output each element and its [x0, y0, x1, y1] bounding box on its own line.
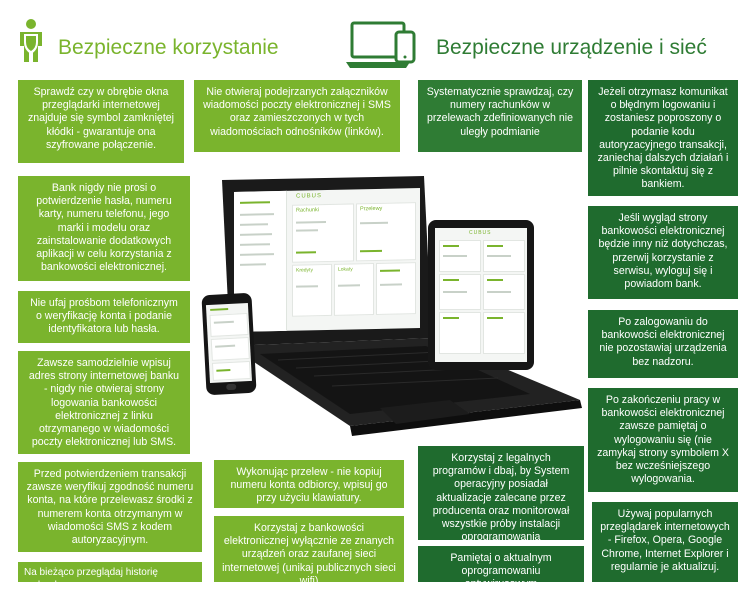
tablet-card-4	[483, 274, 525, 310]
left-section-title: Bezpieczne korzystanie	[58, 36, 279, 59]
tip-phone-requests	[18, 291, 190, 343]
laptop-card-deposits-title: Lokaty	[338, 266, 353, 273]
tip-bank-never-asks	[18, 176, 190, 281]
tablet-card-2	[483, 240, 525, 272]
phone-illustration	[201, 293, 256, 395]
tip-logout	[588, 388, 738, 492]
tablet-card-5	[439, 312, 481, 354]
phone-home-button	[226, 384, 236, 391]
phone-screen	[206, 303, 252, 383]
laptop-screen	[234, 188, 420, 332]
shield-person-icon	[14, 18, 48, 64]
tip-type-address	[18, 351, 190, 454]
tablet-illustration	[428, 220, 534, 370]
phone-card-3	[212, 361, 251, 381]
tablet-card-3	[439, 274, 481, 310]
tip-check-account-numbers	[418, 80, 582, 152]
tip-phone-requests-text: Nie ufaj prośbom telefonicznym o weryfikację konta i podanie identyfikatora lub hasła.	[30, 297, 178, 336]
tip-login-error	[588, 80, 738, 196]
tablet-screen-brand: CUBUS	[469, 230, 492, 236]
phone-card-2	[211, 337, 250, 361]
tip-verify-account-text: Przed potwierdzeniem transakcji zawsze weryfikuj zgodność numeru konta, na które przelewasz środki z numerem konta otrzymanym w wiadomości SMS z kodem autoryzacyjnym.	[26, 468, 194, 547]
tablet-screen	[435, 228, 527, 362]
tip-attachments-text: Nie otwieraj podejrzanych załączników wiadomości poczty elektronicznej i SMS oraz zamieszczonych w tych wiadomościach odnośników (linków).	[203, 86, 391, 138]
laptop-card-transfers	[356, 202, 416, 261]
laptop-screen-brand: CUBUS	[296, 193, 323, 200]
laptop-phone-icon	[346, 20, 422, 70]
tip-type-address-text: Zawsze samodzielnie wpisuj adres strony internetowej banku - nigdy nie otwieraj strony logowania bankowości elektronicznej z linku otrzymanego w wiadomości poczty elektronicznej lub SMS.	[28, 357, 180, 449]
right-section-title: Bezpieczne urządzenie i sieć	[436, 36, 707, 59]
tip-changed-look-text: Jeśli wygląd strony bankowości elektronicznej będzie inny niż dotychczas, przerwij korzystanie z serwisu, wyloguj się i powiadom bank.	[598, 212, 728, 291]
tip-browsers-text: Używaj popularnych przeglądarek internetowych - Firefox, Opera, Google Chrome, Internet Explorer i regularnie je aktualizuj.	[600, 508, 730, 573]
tip-browsers	[592, 502, 738, 582]
laptop-card-accounts-title: Rachunki	[296, 207, 319, 214]
laptop-illustration	[200, 168, 600, 438]
laptop-card-accounts	[292, 203, 354, 262]
tip-trusted-devices-text: Korzystaj z bankowości elektronicznej wyłącznie ze znanych urządzeń oraz zaufanej sieci internetowej (unikaj publicznych sieci wifi)	[222, 522, 396, 587]
tip-attachments	[194, 80, 400, 152]
tip-history-text: Na bieżąco przeglądaj historię rachunku	[24, 567, 158, 592]
laptop-card-deposits	[334, 263, 374, 316]
tip-no-copy	[214, 460, 404, 508]
tablet-card-1	[439, 240, 481, 272]
tablet-card-6	[483, 312, 525, 354]
tip-changed-look	[588, 206, 738, 299]
tip-login-error-text: Jeżeli otrzymasz komunikat o błędnym logowaniu i zostaniesz poproszony o podanie kodu autoryzacyjnego transakcji, zaniechaj dalszych działań i pilnie skontaktuj się z bankiem.	[597, 86, 729, 191]
tip-legal-software	[418, 446, 584, 544]
tip-no-copy-text: Wykonując przelew - nie kopiuj numeru konta odbiorcy, wpisuj go przy użyciu klawiatury.	[230, 466, 388, 505]
laptop-card-transfers-title: Przelewy	[360, 205, 383, 213]
laptop-card-extra	[376, 262, 416, 315]
tip-padlock	[18, 80, 184, 163]
tip-check-account-numbers-text: Systematycznie sprawdzaj, czy numery rachunków w przelewach zdefiniowanych nie uległy podmianie	[426, 86, 574, 138]
tip-padlock-text: Sprawdź czy w obrębie okna przeglądarki internetowej znajduje się symbol zamkniętej kłódki - gwarantuje ona szyfrowane połączenie.	[27, 86, 175, 151]
laptop-card-credits	[292, 264, 332, 317]
tip-legal-software-text: Korzystaj z legalnych programów i dbaj, by System operacyjny posiadał aktualizacje zalecane przez producenta oraz monitorował wszystkie próby instalacji oprogramowania	[432, 452, 570, 544]
tip-antivirus	[418, 546, 584, 591]
tip-unattended	[588, 310, 738, 378]
tip-history	[18, 562, 202, 592]
tip-logout-text: Po zakończeniu pracy w bankowości elektronicznej zawsze pamiętaj o wylogowaniu się (nie zamykaj strony symbolem X bez wcześniejszego wylogowania.	[597, 394, 729, 486]
tip-unattended-text: Po zalogowaniu do bankowości elektronicznej nie pozostawiaj urządzenia bez nadzoru.	[599, 316, 727, 368]
tip-trusted-devices	[214, 516, 404, 587]
phone-card-1	[209, 313, 248, 337]
tip-verify-account	[18, 462, 202, 552]
tip-bank-never-asks-text: Bank nigdy nie prosi o potwierdzenie hasła, numeru karty, numeru telefonu, jego marki i modelu oraz zainstalowanie dodatkowych aplikacji w celu korzystania z bankowości elektronicznej.	[36, 182, 172, 274]
laptop-card-credits-title: Kredyty	[296, 267, 313, 274]
tip-antivirus-text: Pamiętaj o aktualnym oprogramowaniu antywirusowym	[450, 552, 552, 591]
